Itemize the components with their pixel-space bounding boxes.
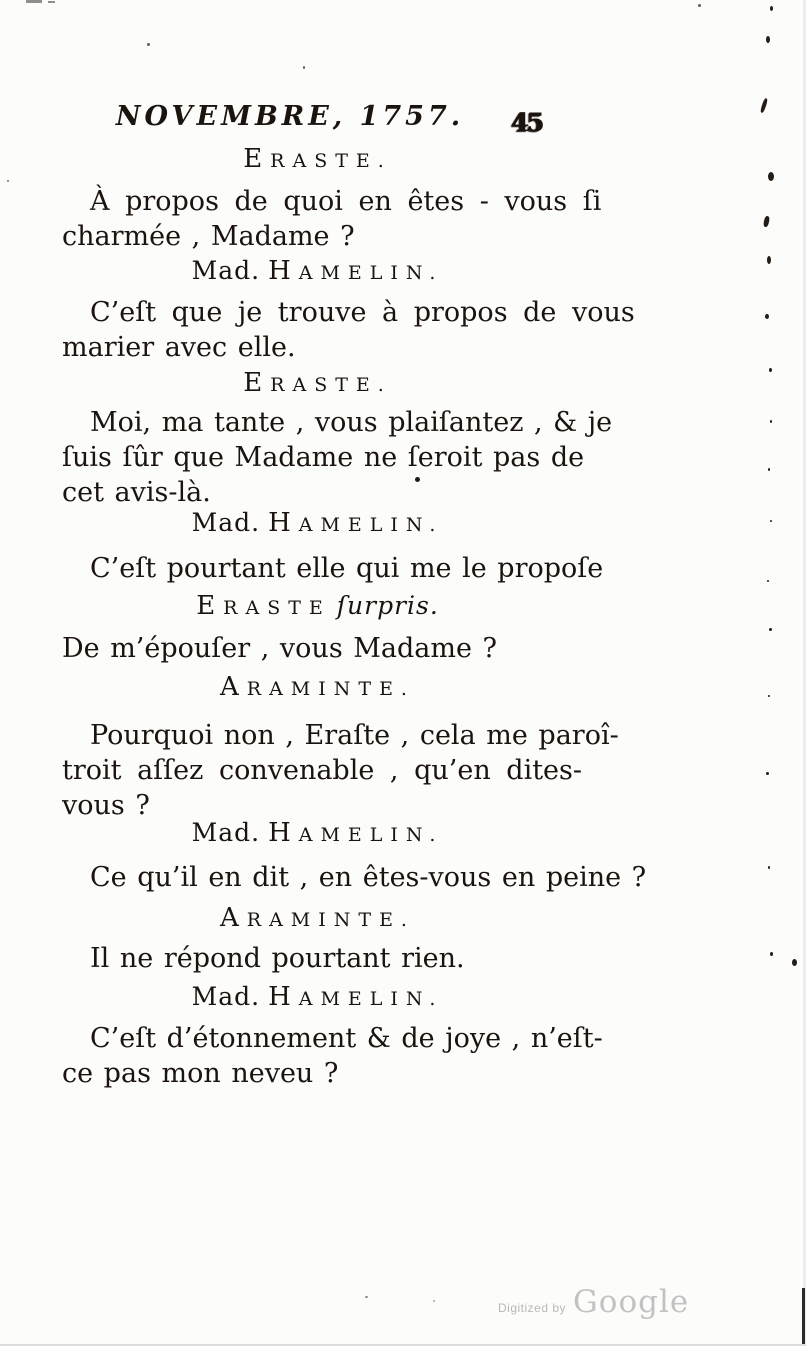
dialogue-line: À propos de quoi en êtes - vous ſi <box>90 186 602 217</box>
scan-speck <box>770 420 772 423</box>
speaker-name: HAMELIN. <box>268 508 444 538</box>
speaker-heading-eraste <box>55 368 580 398</box>
speaker-heading-hamelin <box>55 982 580 1012</box>
speaker-name: HAMELIN. <box>268 982 444 1012</box>
scan-mark <box>26 0 42 3</box>
scan-speck <box>766 772 769 775</box>
scan-speck <box>767 580 769 582</box>
speaker-title: Mad. <box>191 256 261 285</box>
dialogue-line: marier avec elle. <box>62 332 296 363</box>
dialogue-line: vous ? <box>62 790 150 821</box>
dialogue-paragraph <box>62 941 607 976</box>
scan-speck <box>760 98 768 114</box>
dialogue-line: Moi, ma tante , vous plaiſantez , & je <box>90 407 613 438</box>
scan-speck <box>765 314 769 319</box>
speaker-name: HAMELIN. <box>268 818 444 848</box>
speaker-title: Mad. <box>191 508 261 537</box>
scan-speck <box>698 4 701 7</box>
speaker-heading-eraste-surpris <box>55 591 580 621</box>
dialogue-line: Pourquoi non , Eraſte , cela me paroî- <box>90 720 619 751</box>
speaker-name: ERASTE <box>196 591 331 621</box>
speaker-name: ARAMINTE. <box>220 672 415 702</box>
dialogue-line: ce pas mon neveu ? <box>62 1058 339 1089</box>
google-logo: Google <box>573 1284 690 1320</box>
dialogue-line: Il ne répond pourtant rien. <box>90 943 465 974</box>
speaker-name: HAMELIN. <box>268 256 444 286</box>
scan-speck <box>768 172 774 181</box>
scan-speck <box>768 866 770 869</box>
page-number: 45 <box>511 108 542 137</box>
dialogue-line: troit aſſez convenable , qu’en dites- <box>62 755 583 786</box>
speaker-heading-hamelin <box>55 508 580 538</box>
dialogue-line: charmée , Madame ? <box>62 221 355 252</box>
scan-speck <box>768 695 770 697</box>
digitized-by-label: Digitized by <box>498 1301 567 1315</box>
dialogue-paragraph <box>62 551 607 586</box>
scan-speck <box>767 256 771 264</box>
speaker-name: ARAMINTE. <box>220 903 415 933</box>
dialogue-paragraph <box>62 405 613 510</box>
dialogue-paragraph <box>62 718 619 823</box>
dialogue-line: C’eſt pourtant elle qui me le propoſe <box>90 553 604 584</box>
speaker-heading-araminte <box>55 903 580 933</box>
speaker-heading-araminte <box>55 672 580 702</box>
running-head-date: NOVEMBRE, 1757. <box>115 101 465 132</box>
scan-speck <box>769 628 772 631</box>
scan-edge-dark <box>802 1288 805 1346</box>
dialogue-line: C’eſt que je trouve à propos de vous <box>90 297 635 328</box>
dialogue-paragraph <box>62 184 607 254</box>
speaker-heading-eraste <box>55 144 580 174</box>
digitization-watermark <box>498 1284 689 1320</box>
speaker-name: ERASTE. <box>243 144 392 174</box>
scan-speck <box>770 6 773 11</box>
dialogue-paragraph <box>62 1021 607 1091</box>
dialogue-line: Ce qu’il en dit , en êtes-vous en peine ? <box>90 862 647 893</box>
speaker-heading-hamelin <box>55 256 580 286</box>
scan-mark <box>48 1 55 3</box>
dialogue-paragraph <box>62 860 647 895</box>
scan-speck <box>303 66 305 69</box>
scan-speck <box>769 368 772 372</box>
scan-speck <box>792 959 797 966</box>
dialogue-paragraph <box>62 631 607 666</box>
scan-speck <box>7 180 9 182</box>
speaker-name: ERASTE. <box>243 368 392 398</box>
scan-speck <box>433 1300 435 1302</box>
scan-speck <box>770 520 772 522</box>
dialogue-line: C’eſt d’étonnement & de joye , n’eſt- <box>90 1023 603 1054</box>
scan-speck <box>365 1296 368 1298</box>
scan-speck <box>766 36 770 43</box>
dialogue-line: ſuis ſûr que Madame ne ſeroit pas de <box>62 442 585 473</box>
scan-speck <box>768 468 770 471</box>
speaker-title: Mad. <box>191 982 261 1011</box>
stage-direction: ſurpris. <box>336 591 439 620</box>
scan-speck <box>415 477 420 482</box>
scan-speck <box>763 216 770 228</box>
dialogue-line: De m’épouſer , vous Madame ? <box>62 633 498 664</box>
speaker-title: Mad. <box>191 818 261 847</box>
speaker-heading-hamelin <box>55 818 580 848</box>
scan-speck <box>770 952 773 956</box>
dialogue-line: cet avis-là. <box>62 477 211 508</box>
dialogue-paragraph <box>62 295 635 365</box>
scan-speck <box>147 43 150 46</box>
